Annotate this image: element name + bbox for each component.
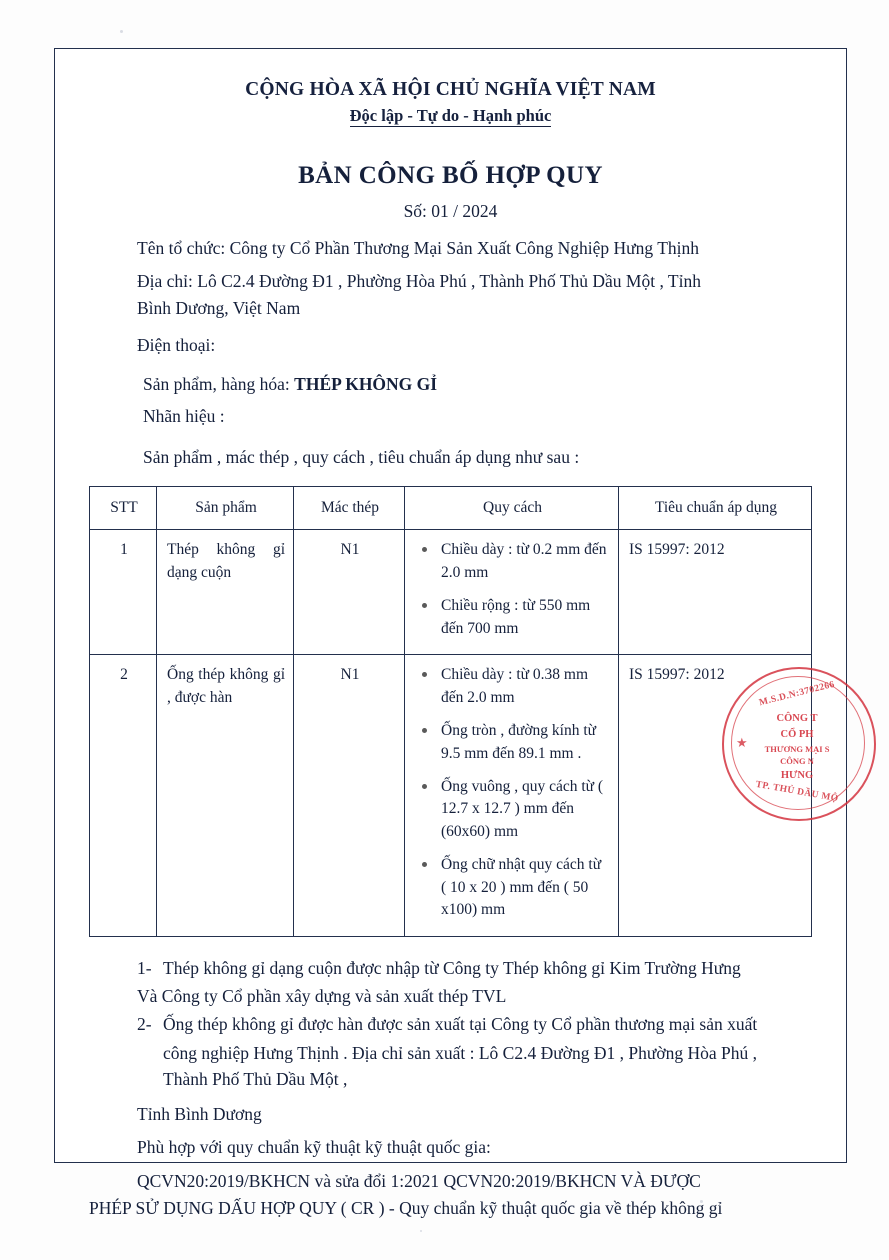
product-value: THÉP KHÔNG GỈ — [294, 374, 438, 394]
org-address-line-2: Bình Dương, Việt Nam — [137, 297, 301, 318]
cell-stt: 1 — [90, 530, 157, 655]
note-continuation: công nghiệp Hưng Thịnh . Địa chỉ sản xuất : Lô C2.4 Đường Đ1 , Phường Hòa Phú , — [163, 1042, 757, 1063]
spec-list — [415, 539, 610, 640]
product-line — [89, 371, 812, 397]
note-item — [89, 1011, 812, 1037]
cell-standard: IS 15997: 2012 — [619, 530, 812, 655]
org-name-line — [89, 235, 812, 261]
note-text: Ống thép không gỉ được hàn được sản xuất tại Công ty Cổ phần thương mại sản xuất — [163, 1014, 758, 1035]
scan-speck — [420, 1230, 422, 1232]
spec-item: Chiều dày : từ 0.2 mm đến 2.0 mm — [415, 539, 610, 584]
national-motto — [89, 106, 812, 126]
note-number: 2- — [137, 1014, 152, 1035]
spec-item: Ống chữ nhật quy cách từ ( 10 x 20 ) mm đến ( 50 x100) mm — [415, 854, 610, 921]
cell-specs — [405, 530, 619, 655]
motto-text: Độc lập - Tự do - Hạnh phúc — [349, 106, 552, 125]
notes-section — [89, 955, 812, 1092]
document-sheet — [54, 48, 847, 1218]
org-name-label: Tên tổ chức: — [137, 238, 230, 258]
specification-table — [89, 486, 812, 937]
page-title: BẢN CÔNG BỐ HỢP QUY — [298, 162, 603, 189]
note-text: Thép không gỉ dạng cuộn được nhập từ Công ty Thép không gỉ Kim Trường Hưng — [163, 957, 741, 978]
scan-speck — [120, 30, 123, 33]
note-continuation: Thành Phố Thủ Dầu Một , — [163, 1068, 348, 1089]
cell-stt: 2 — [90, 655, 157, 937]
seal-line-5: HƯNG — [780, 770, 814, 781]
seal-location-text: TP. THỦ DẦU MỘ — [754, 779, 840, 805]
spec-item: Chiều dày : từ 0.38 mm đến 2.0 mm — [415, 664, 610, 709]
national-title: CỘNG HÒA XÃ HỘI CHỦ NGHĨA VIỆT NAM — [245, 79, 656, 100]
org-address-label: Địa chỉ: — [137, 271, 198, 292]
seal-registration-number: M.S.D.N:3702266 — [758, 679, 836, 709]
seal-line-4: CÔNG N — [780, 756, 814, 767]
org-address-line — [89, 268, 812, 294]
org-name-value: Công ty Cổ Phần Thương Mại Sản Xuất Công Nghiệp Hưng Thịnh — [229, 238, 700, 258]
brand-line: Nhãn hiệu : — [143, 406, 225, 427]
note-continuation: Và Công ty Cổ phần xây dựng và sản xuất thép TVL — [137, 986, 507, 1007]
seal-line-1: CÔNG T — [776, 713, 818, 724]
cell-product: Ống thép không gỉ , được hàn — [157, 655, 294, 937]
conformity-line-2: PHÉP SỬ DỤNG DẤU HỢP QUY ( CR ) - Quy chuẩn kỹ thuật quốc gia về thép không gỉ — [89, 1197, 723, 1218]
seal-line-2: CỔ PH — [780, 728, 814, 740]
col-standard: Tiêu chuẩn áp dụng — [619, 486, 812, 529]
seal-star-icon: ★ — [736, 735, 748, 750]
spec-item: Ống vuông , quy cách từ ( 12.7 x 12.7 ) mm đến (60x60) mm — [415, 776, 610, 843]
table-row — [90, 530, 812, 655]
note-number: 1- — [137, 957, 152, 978]
footer-section — [89, 1101, 812, 1221]
table-row — [90, 655, 812, 937]
cell-grade: N1 — [294, 655, 405, 937]
col-spec: Quy cách — [405, 486, 619, 529]
conformity-label: Phù hợp với quy chuẩn kỹ thuật kỹ thuật quốc gia: — [137, 1137, 491, 1158]
spec-item: Ống tròn , đường kính từ 9.5 mm đến 89.1 mm . — [415, 720, 610, 765]
cell-standard: IS 15997: 2012 — [619, 655, 812, 937]
conformity-line-1: QCVN20:2019/BKHCN và sửa đổi 1:2021 QCVN20:2019/BKHCN VÀ ĐƯỢC — [137, 1170, 701, 1191]
cell-grade: N1 — [294, 530, 405, 655]
product-label: Sản phẩm, hàng hóa: — [143, 374, 295, 394]
spec-list — [415, 664, 610, 922]
col-product: Sản phẩm — [157, 486, 294, 529]
document-number: Số: 01 / 2024 — [403, 201, 498, 221]
cell-specs — [405, 655, 619, 937]
table-header-row — [90, 486, 812, 529]
note-item — [89, 955, 812, 981]
spec-item: Chiều rộng : từ 550 mm đến 700 mm — [415, 595, 610, 640]
org-address-value: Lô C2.4 Đường Đ1 , Phường Hòa Phú , Thành Phố Thủ Dầu Một , Tỉnh — [197, 271, 701, 292]
cell-product: Thép không gỉ dạng cuộn — [157, 530, 294, 655]
province-line: Tỉnh Bình Dương — [137, 1104, 262, 1125]
col-grade: Mác thép — [294, 486, 405, 529]
seal-line-3: THƯƠNG MẠI S — [764, 743, 830, 754]
org-phone-line: Điện thoại: — [137, 334, 216, 355]
col-stt: STT — [90, 486, 157, 529]
table-intro: Sản phẩm , mác thép , quy cách , tiêu chuẩn áp dụng như sau : — [143, 446, 580, 467]
